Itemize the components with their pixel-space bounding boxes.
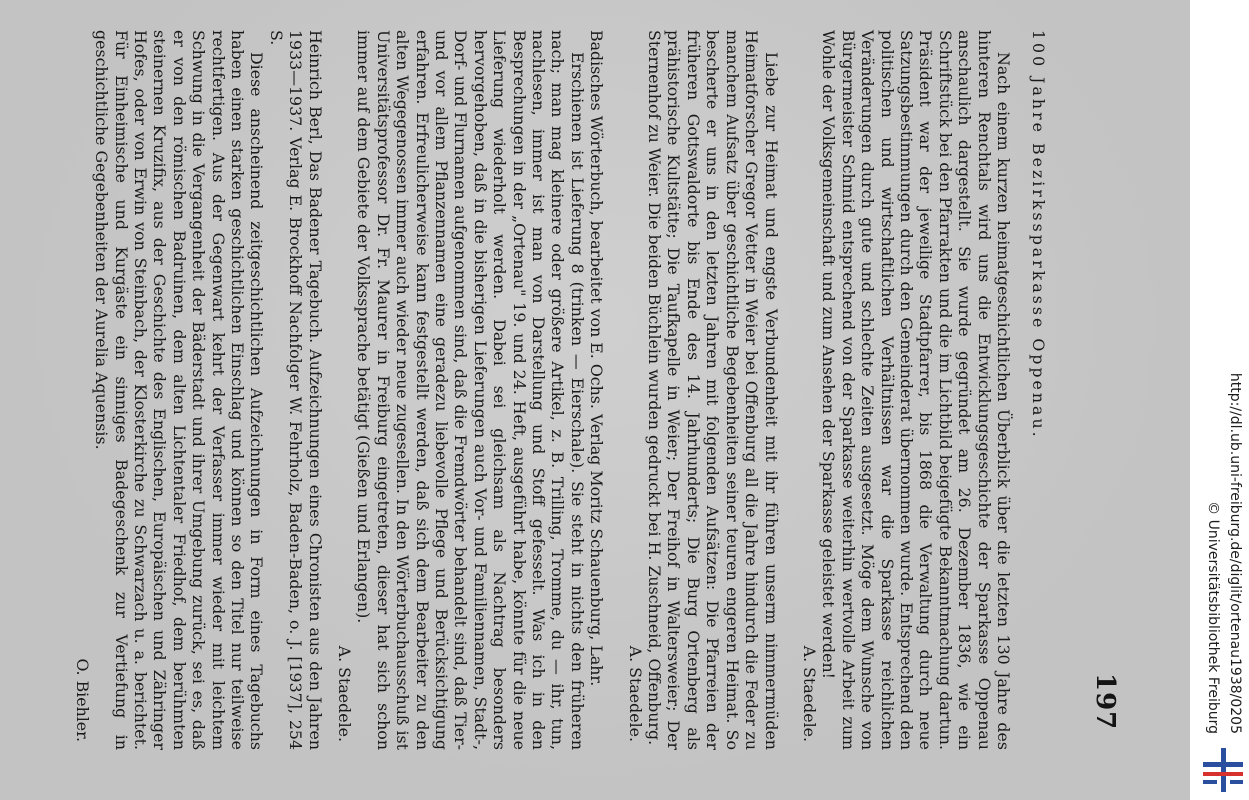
section-title: 100 Jahre Bezirkssparkasse Oppenau.	[1029, 30, 1049, 440]
section-signature: A. Staedele.	[335, 645, 354, 742]
section-body: Diese anscheinend zeitgeschichtlichen Aufzeichnungen in Form eines Tagebuchs haben einen starken geschichtlichen Einschlag und können so den Titel nur teilweise rechtfertigen. Aus der Gegenwart kehrt der Verfasser immer wieder mit leichtem Schwung in die Vergangenheit der Bäderstadt und ihrer Umgebung zurück, sei es, daß er von den römischen Badruinen, dem alten Lichtentaler Friedhof, dem berühmten steinernen Kruzifix, aus der Geschichte des Englischen, Europäischen und Zähringer Hofes, oder von Erwin von Steinbach, der Klosterkirche zu Schwarzach u. a. berichtet. Für Einheimische und Kurgäste ein sinniges Badegeschenk zur Vertiefung in geschichtliche Gegebenheiten der Aurelia Aquensis.	[92, 30, 267, 750]
page-number: 197	[1090, 673, 1120, 731]
copyright-notice: © Universitätsbibliothek Freiburg	[1205, 501, 1221, 734]
section-body: Nach einem kurzen heimatgeschichtlichen Überblick über die letzten 130 Jahre des hinteren Renchtals wird uns die Entwicklungsgeschichte der Sparkasse Oppenau anschaulich dargestellt. Sie wurde gegründet am 26. Dezember 1836, wie ein Schriftstück bei den Pfarrakten und die im Lichtbild beigefügte Bekanntmachung dartun. Präsident war der jeweilige Stadtpfarrer, bis 1868 die Verwaltung durch neue Satzungsbestimmungen durch den Gemeinderat übernommen wurde. Entsprechend den politischen und wirtschaftlichen Verhältnissen war die Sparkasse reichlichen Veränderungen durch gute und schlechte Zeiten ausgesetzt. Möge dem Wunsche von Bürgermeister Schmid entsprechend von der Sparkasse weiterhin wertvolle Arbeit zum Wohle der Volksgemeinschaft und zum Ansehen der Sparkasse geleistet werden!	[819, 30, 1013, 750]
permalink-url[interactable]: http://dl.ub.uni-freiburg.de/diglit/ortenau1938/0205	[1227, 372, 1243, 734]
section-sparkasse	[800, 30, 1049, 750]
section-title: Heinrich Berl, Das Badener Tagebuch. Aufzeichnungen eines Chronisten aus den Jahren 1933—1937. Verlag E. Brockhoff Nachfolger W. Fehrholz, Baden-Baden, o. J. [1937], 254 S.	[266, 30, 325, 750]
section-title: Badisches Wörterbuch, bearbeitet von E. Ochs. Verlag Moritz Schauenburg, Lahr.	[587, 30, 607, 687]
library-logo-icon[interactable]	[1203, 748, 1243, 792]
section-signature: O. Biehler.	[72, 658, 92, 742]
sidebar-credit	[1198, 14, 1246, 734]
section-body: Erschienen ist Lieferung 8 (trinken — Eierschale). Sie steht in nichts den früheren nach; man mag kleinere oder größere Artikel, z. B. Trilling, Tromme, du — ihr, tun, nachlesen, immer ist man von Darstellung und Stoff gefesselt. Was ich in den Besprechungen in der „Ortenau" 19. und 24. Heft, ausgeführt habe, könnte für die neue Lieferung wiederholt werden. Dabei sei gleichsam als Nachtrag besonders hervorgehoben, daß in die bisherigen Lieferungen auch Vor- und Familiennamen, Stadt-, Dorf- und Flurnamen aufgenommen sind, daß die Fremdwörter behandelt sind, daß Tier- und vor allem Pflanzennamen eine geradezu liebevolle Pflege und Berücksichtigung erfahren. Erfreulicherweise kann festgestellt werden, daß sich dem Bearbeiter zu den alten Wegegenossen immer auch wieder neue zugesellen. In den Wörterbuchausschuß ist Universitätsprofessor Dr. Fr. Maurer in Freiburg eingetreten, dieser hat sich schon immer auf dem Gebiete der Volkssprache betätigt (Gießen und Erlangen).	[354, 30, 587, 750]
section-signature: A. Staedele.	[799, 645, 819, 742]
section-tagebuch	[72, 30, 324, 750]
section-body: Liebe zur Heimat und engste Verbundenheit mit ihr führen unserm nimmermüden Heimatforscher Gregor Vetter in Weier bei Offenburg all die Jahre hindurch die Feder zu manchem Aufsatz über geschichtliche Begebenheiten seiner teuren engeren Heimat. So bescherte er uns in den letzten Jahren mit folgenden Aufsätzen: Die Pfarreien der früheren Gottswaldorte bis Ende des 14. Jahrhunderts; Die Burg Ortenberg als prähistorische Kultstätte; Die Taufkapelle in Weier; Der Freihof in Waltersweier; Der Sternenhof zu Weier. Die beiden Büchlein wurden gedruckt bei H. Zuschneid, Offenburg.	[645, 30, 781, 750]
section-vetter	[625, 30, 780, 750]
section-signature: A. Staedele.	[625, 645, 645, 742]
section-woerterbuch	[335, 30, 607, 750]
page-text	[72, 30, 1064, 750]
